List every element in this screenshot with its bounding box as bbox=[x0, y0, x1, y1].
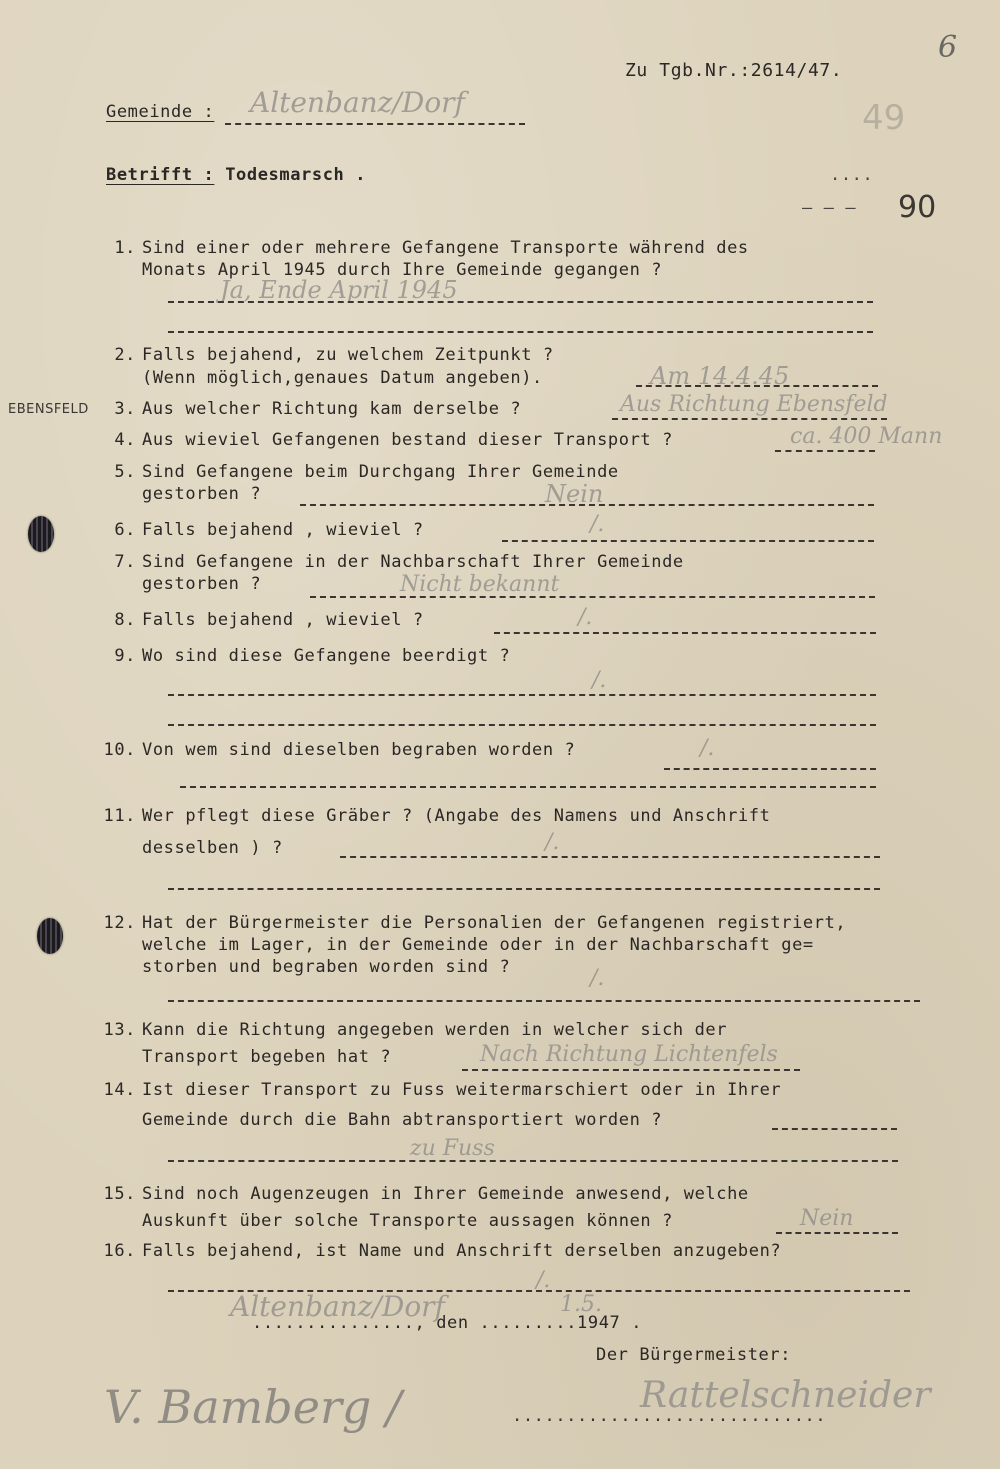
answer-2-line bbox=[636, 385, 878, 387]
answer-12-line bbox=[168, 1000, 920, 1002]
place-handwritten: Altenbanz/Dorf bbox=[230, 1290, 445, 1323]
answer-1: Ja, Ende April 1945 bbox=[220, 276, 458, 304]
question-4: 4. Aus wieviel Gefangenen bestand dieser Transport ? bbox=[114, 430, 673, 450]
answer-7: Nicht bekannt bbox=[400, 572, 560, 597]
answer-14: zu Fuss bbox=[410, 1136, 495, 1161]
question-1: 1. Sind einer oder mehrere Gefangene Transporte während des bbox=[114, 238, 749, 258]
answer-3-line bbox=[612, 418, 887, 420]
date-handwritten: 1.5. bbox=[560, 1292, 602, 1317]
question-6: 6. Falls bejahend , wieviel ? bbox=[114, 520, 424, 540]
side-mark: 49 bbox=[862, 98, 906, 138]
question-5-line-2: gestorben ? bbox=[142, 484, 262, 504]
question-15: 15. Sind noch Augenzeugen in Ihrer Gemeinde anwesend, welche bbox=[103, 1184, 749, 1204]
page-mark: 90 bbox=[898, 190, 937, 225]
question-12-line-3: storben und begraben worden sind ? bbox=[142, 957, 511, 977]
answer-4: ca. 400 Mann bbox=[790, 424, 943, 449]
question-5: 5. Sind Gefangene beim Durchgang Ihrer Gemeinde bbox=[114, 462, 619, 482]
question-7: 7. Sind Gefangene in der Nachbarschaft Ihrer Gemeinde bbox=[114, 552, 684, 572]
answer-9: /. bbox=[592, 668, 607, 693]
gemeinde-underline bbox=[225, 123, 525, 125]
answer-13-line bbox=[462, 1069, 800, 1071]
betrifft-row: Betrifft : Todesmarsch . bbox=[106, 165, 367, 185]
answer-2: Am 14.4.45 bbox=[650, 362, 790, 390]
answer-1-line-b bbox=[168, 331, 873, 333]
question-2-line-2: (Wenn möglich,genaues Datum angeben). bbox=[142, 368, 543, 388]
reference-number: Zu Tgb.Nr.:2614/47. bbox=[625, 60, 843, 81]
question-13-line-2: Transport begeben hat ? bbox=[142, 1047, 392, 1067]
gemeinde-value: Altenbanz/Dorf bbox=[250, 86, 465, 119]
stamp-note: V. Bamberg / bbox=[104, 1380, 402, 1434]
answer-14-line bbox=[168, 1160, 898, 1162]
signature: Rattelschneider bbox=[640, 1375, 931, 1416]
question-16: 16. Falls bejahend, ist Name und Anschrift derselben anzugeben? bbox=[103, 1241, 782, 1261]
question-8: 8. Falls bejahend , wieviel ? bbox=[114, 610, 424, 630]
punch-hole-top bbox=[28, 516, 54, 552]
answer-11-line bbox=[340, 856, 880, 858]
punch-hole-bottom bbox=[37, 918, 63, 954]
answer-6-line bbox=[502, 540, 874, 542]
signature-dots: ............................. bbox=[512, 1406, 827, 1426]
answer-9-line-b bbox=[168, 724, 876, 726]
question-11: 11. Wer pflegt diese Gräber ? (Angabe des Namens und Anschrift bbox=[103, 806, 771, 826]
answer-7-line bbox=[310, 596, 875, 598]
corner-mark: 6 bbox=[938, 30, 958, 65]
page-dash: – – – bbox=[802, 198, 857, 218]
answer-4-line bbox=[775, 450, 875, 452]
question-15-line-2: Auskunft über solche Transporte aussagen können ? bbox=[142, 1211, 673, 1231]
answer-1-line bbox=[168, 301, 873, 303]
question-1-line-2: Monats April 1945 durch Ihre Gemeinde gegangen ? bbox=[142, 260, 663, 280]
answer-16: /. bbox=[536, 1268, 551, 1293]
question-7-line-2: gestorben ? bbox=[142, 574, 262, 594]
answer-5-line bbox=[300, 504, 874, 506]
answer-5: Nein bbox=[545, 480, 604, 508]
answer-10-line-b bbox=[180, 786, 876, 788]
question-2: 2. Falls bejahend, zu welchem Zeitpunkt ? bbox=[114, 345, 554, 365]
question-14: 14. Ist dieser Transport zu Fuss weitermarschiert oder in Ihrer bbox=[103, 1080, 782, 1100]
question-12: 12. Hat der Bürgermeister die Personalien der Gefangenen registriert, bbox=[103, 913, 847, 933]
answer-8: /. bbox=[578, 605, 593, 630]
question-9: 9. Wo sind diese Gefangene beerdigt ? bbox=[114, 646, 511, 666]
answer-3: Aus Richtung Ebensfeld bbox=[620, 392, 888, 417]
question-10: 10. Von wem sind dieselben begraben worden ? bbox=[103, 740, 576, 760]
answer-14-line-a bbox=[772, 1128, 897, 1130]
question-11-line-2: desselben ) ? bbox=[142, 838, 283, 858]
place-date-line: ..............., den .........1947 . bbox=[252, 1313, 643, 1333]
answer-15: Nein bbox=[800, 1206, 854, 1231]
betrifft-dots: .... bbox=[830, 165, 874, 185]
answer-15-line bbox=[776, 1232, 898, 1234]
answer-9-line bbox=[168, 694, 876, 696]
answer-10: /. bbox=[700, 736, 715, 761]
answer-10-line bbox=[664, 768, 876, 770]
answer-6: /. bbox=[590, 512, 605, 537]
question-14-line-2: Gemeinde durch die Bahn abtransportiert worden ? bbox=[142, 1110, 663, 1130]
answer-8-line bbox=[494, 632, 876, 634]
gemeinde-label: Gemeinde : bbox=[106, 102, 215, 122]
signer-label: Der Bürgermeister: bbox=[596, 1345, 792, 1365]
question-12-line-2: welche im Lager, in der Gemeinde oder in der Nachbarschaft ge= bbox=[142, 935, 814, 955]
answer-11-line-b bbox=[168, 888, 880, 890]
answer-12: /. bbox=[590, 966, 605, 991]
margin-note: EBENSFELD bbox=[8, 402, 89, 417]
question-13: 13. Kann die Richtung angegeben werden in welcher sich der bbox=[103, 1020, 728, 1040]
question-3: 3. Aus welcher Richtung kam derselbe ? bbox=[114, 399, 522, 419]
answer-11: /. bbox=[545, 830, 560, 855]
answer-13: Nach Richtung Lichtenfels bbox=[480, 1042, 778, 1067]
